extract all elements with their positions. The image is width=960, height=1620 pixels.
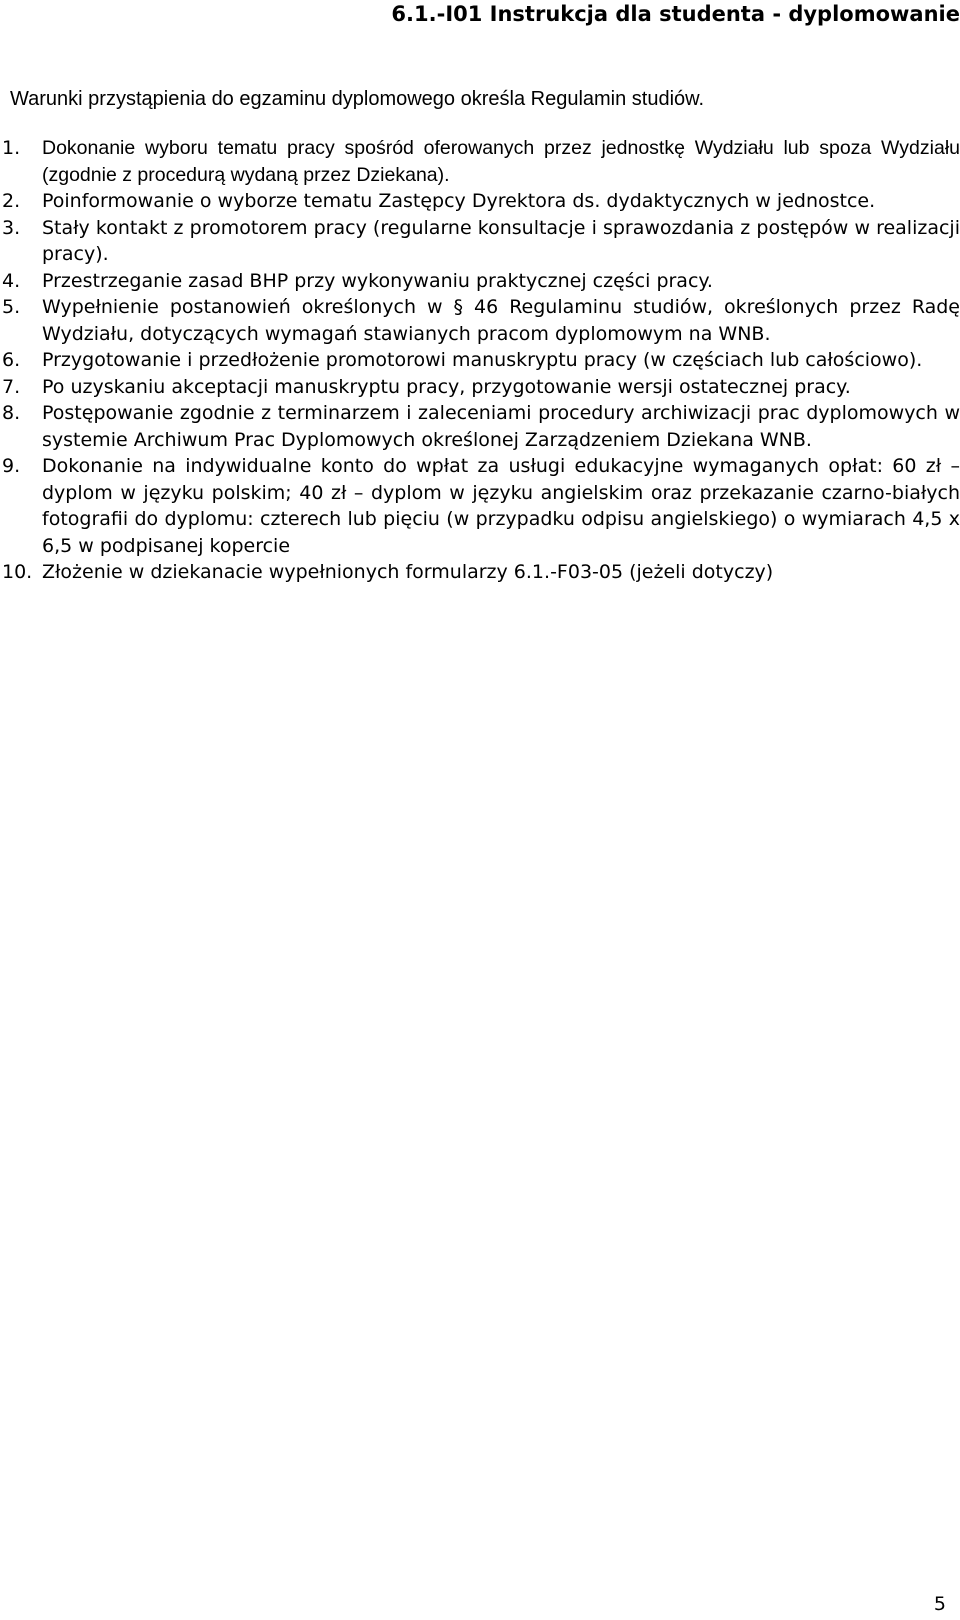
document-title: 6.1.-I01 Instrukcja dla studenta - dyplomowanie (391, 2, 960, 26)
list-item (0, 559, 960, 586)
list-item-text: Przygotowanie i przedłożenie promotorowi manuskryptu pracy (w częściach lub całościowo). (42, 349, 923, 371)
list-item (0, 347, 960, 374)
list-item-number: 10. (2, 561, 33, 583)
list-item-text: Wypełnienie postanowień określonych w § 46 Regulaminu studiów, określonych przez Radę Wydziału, dotyczących wymagań stawianych pracom dyplomowym na WNB. (42, 296, 960, 345)
intro-paragraph: Warunki przystąpienia do egzaminu dyplomowego określa Regulamin studiów. (10, 88, 705, 110)
list-item-number: 9. (2, 455, 21, 477)
page-number: 5 (933, 1593, 946, 1615)
requirements-list (0, 135, 960, 586)
list-item-number: 1. (2, 137, 21, 159)
list-item (0, 374, 960, 401)
list-item-number: 2. (2, 190, 21, 212)
list-item-text: Przestrzeganie zasad BHP przy wykonywaniu praktycznej części pracy. (42, 269, 713, 292)
list-item-text: Złożenie w dziekanacie wypełnionych formularzy 6.1.-F03-05 (jeżeli dotyczy) (42, 561, 774, 583)
list-item-number: 8. (2, 402, 21, 424)
list-item-text: Poinformowanie o wyborze tematu Zastępcy Dyrektora ds. dydaktycznych w jednostce. (42, 190, 876, 212)
list-item-number: 4. (2, 269, 21, 292)
list-item-text: Stały kontakt z promotorem pracy (regularne konsultacje i sprawozdania z postępów w realizacji pracy). (42, 216, 960, 265)
list-item (0, 188, 960, 215)
list-item-number: 7. (2, 375, 21, 398)
list-item (0, 268, 960, 295)
list-item (0, 135, 960, 188)
list-item-number: 6. (2, 349, 21, 371)
list-item-text: Po uzyskaniu akceptacji manuskryptu pracy, przygotowanie wersji ostatecznej pracy. (42, 375, 851, 398)
list-item (0, 400, 960, 453)
list-item (0, 215, 960, 268)
list-item-number: 5. (2, 296, 21, 318)
list-item-text: Postępowanie zgodnie z terminarzem i zaleceniami procedury archiwizacji prac dyplomowych w systemie Archiwum Prac Dyplomowych określonej Zarządzeniem Dziekana WNB. (42, 402, 960, 451)
list-item-number: 3. (2, 216, 21, 239)
list-item (0, 294, 960, 347)
list-item (0, 453, 960, 559)
list-item-text: Dokonanie wyboru tematu pracy spośród oferowanych przez jednostkę Wydziału lub spoza Wydziału (zgodnie z procedurą wydaną przez Dziekana). (42, 137, 960, 186)
list-item-text: Dokonanie na indywidualne konto do wpłat za usługi edukacyjne wymaganych opłat: 60 zł – dyplom w języku polskim; 40 zł – dyplom w języku angielskim oraz przekazanie czarno-białych fotografii do dyplomu: czterech lub pięciu (w przypadku odpisu angielskiego) o wymiarach 4,5 x 6,5 w podpisanej kopercie (42, 455, 960, 557)
